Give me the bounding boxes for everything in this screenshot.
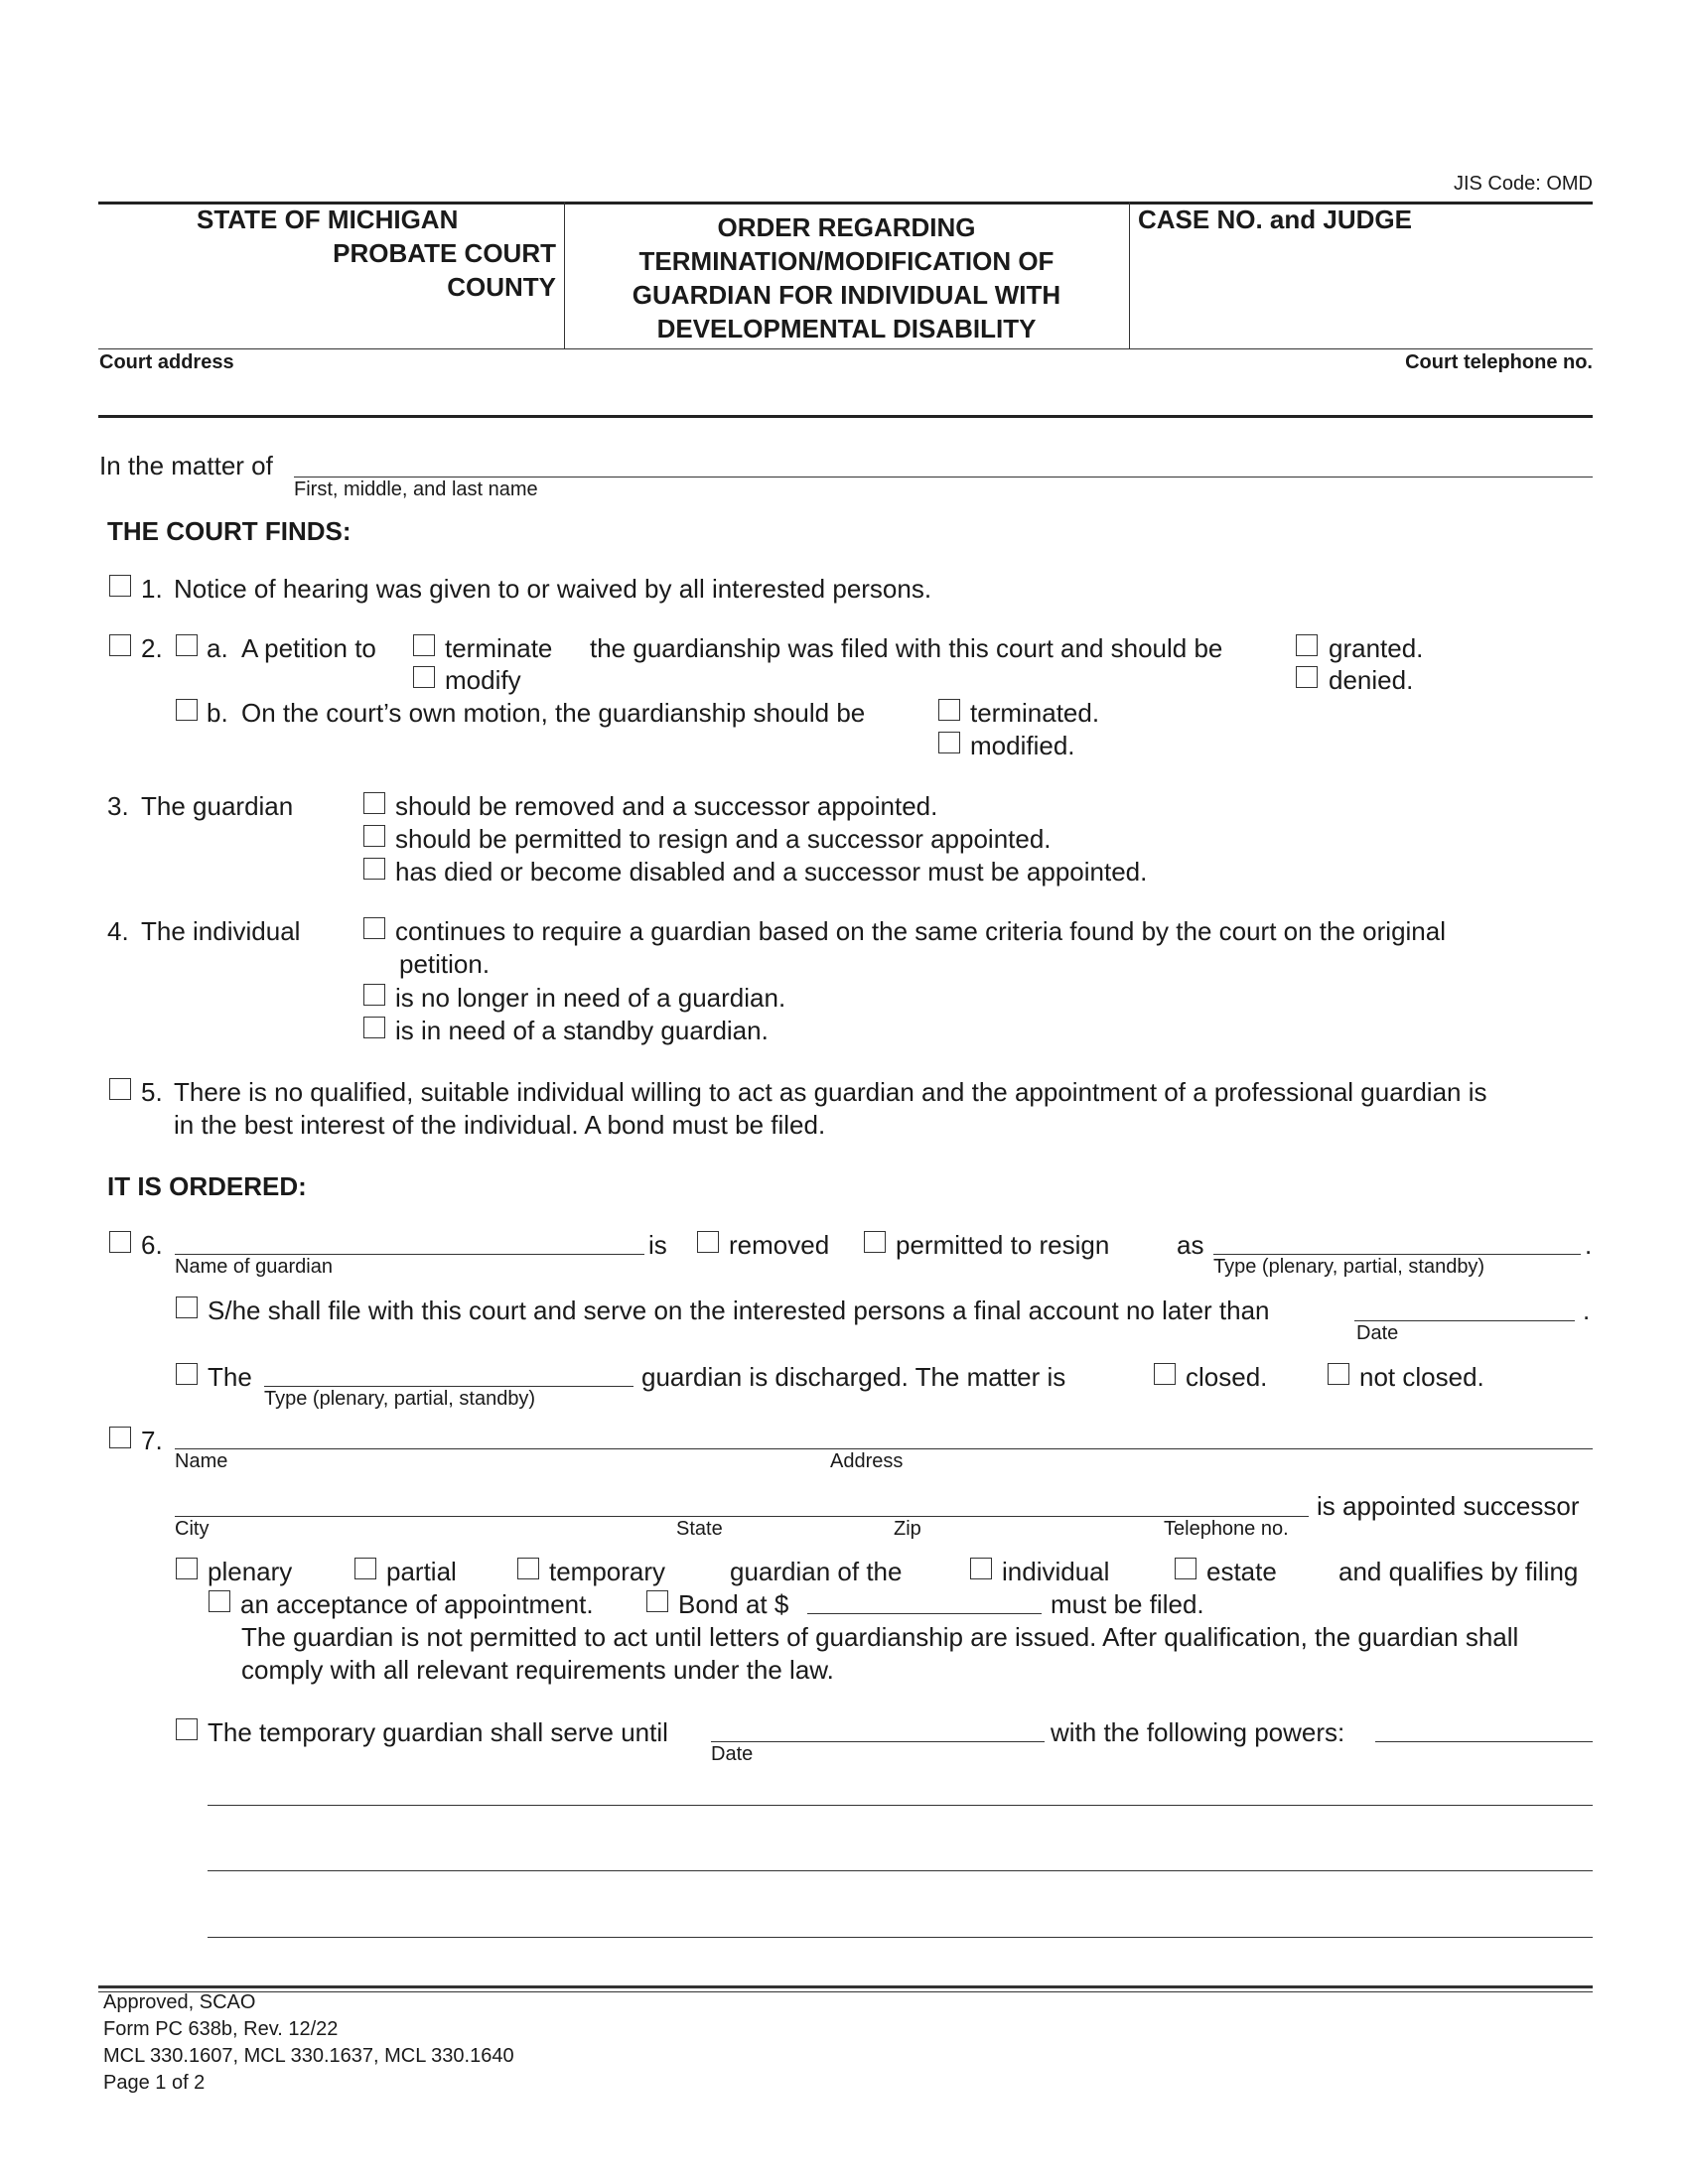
- plenary-checkbox[interactable]: [176, 1558, 198, 1579]
- item2a-text: A petition to: [241, 633, 376, 663]
- bond-amount-field[interactable]: [807, 1584, 1042, 1613]
- item4-number: 4.: [107, 916, 129, 946]
- successor-name-field[interactable]: [175, 1420, 810, 1448]
- item1-text: Notice of hearing was given to or waived by all interested persons.: [174, 574, 932, 604]
- item2-number: 2.: [141, 633, 163, 663]
- court-phone-label: Court telephone no.: [1405, 351, 1593, 373]
- item7-number: 7.: [141, 1426, 163, 1455]
- plenary-label: plenary: [208, 1557, 293, 1586]
- no-longer-checkbox[interactable]: [363, 984, 385, 1006]
- footer-form-number: Form PC 638b, Rev. 12/22: [103, 2018, 339, 2040]
- item5-text-line-2: in the best interest of the individual. A bond must be filed.: [174, 1110, 826, 1140]
- modify-checkbox[interactable]: [413, 666, 435, 688]
- account-date-label: Date: [1356, 1322, 1399, 1344]
- zip-label: Zip: [894, 1518, 921, 1540]
- acceptance-checkbox[interactable]: [209, 1590, 230, 1612]
- guardian-type-field[interactable]: [1213, 1225, 1581, 1254]
- footer-rule-thick: [98, 1985, 1593, 1988]
- powers-line-0: [1375, 1741, 1593, 1742]
- city-state-zip-line: [175, 1516, 1309, 1517]
- no-longer-text: is no longer in need of a guardian.: [395, 983, 786, 1013]
- zip-field[interactable]: [894, 1487, 1152, 1516]
- standby-checkbox[interactable]: [363, 1017, 385, 1038]
- case-no-field[interactable]: [1138, 238, 1585, 338]
- telephone-label: Telephone no.: [1164, 1518, 1289, 1540]
- terminate-checkbox[interactable]: [413, 634, 435, 656]
- partial-label: partial: [386, 1557, 457, 1586]
- granted-label: granted.: [1329, 633, 1424, 663]
- item2b-checkbox[interactable]: [176, 699, 198, 721]
- granted-checkbox[interactable]: [1296, 634, 1318, 656]
- guardian-removed-checkbox[interactable]: [363, 792, 385, 814]
- form-title-line-4: DEVELOPMENTAL DISABILITY: [656, 314, 1037, 343]
- discharged-type-label: Type (plenary, partial, standby): [264, 1388, 536, 1410]
- individual-checkbox[interactable]: [970, 1558, 992, 1579]
- item7-checkbox[interactable]: [109, 1427, 131, 1448]
- resign-checkbox[interactable]: [864, 1231, 886, 1253]
- guardian-note-line-1: The guardian is not permitted to act until letters of guardianship are issued. After qualification, the guardian shall: [241, 1622, 1519, 1652]
- item4-label: The individual: [141, 916, 301, 946]
- item2a-middle-text: the guardianship was filed with this court and should be: [590, 633, 1223, 663]
- closed-label: closed.: [1186, 1362, 1268, 1392]
- final-account-checkbox[interactable]: [176, 1297, 198, 1318]
- form-title-line-1: ORDER REGARDING: [717, 212, 976, 242]
- item2b-label: b.: [207, 698, 228, 728]
- must-be-filed-text: must be filed.: [1051, 1589, 1204, 1619]
- jis-code: JIS Code: OMD: [1453, 173, 1593, 195]
- item6-checkbox[interactable]: [109, 1231, 131, 1253]
- terminated-checkbox[interactable]: [938, 699, 960, 721]
- item3-label: The guardian: [141, 791, 294, 821]
- successor-address-field[interactable]: [830, 1420, 1593, 1448]
- guardian-died-checkbox[interactable]: [363, 858, 385, 880]
- footer-rule-thin: [98, 1991, 1593, 1992]
- header-bottom-rule: [98, 348, 1593, 349]
- guardian-removed-text: should be removed and a successor appointed.: [395, 791, 938, 821]
- guardian-name-label: Name of guardian: [175, 1256, 333, 1278]
- state-label: State: [676, 1518, 723, 1540]
- modified-label: modified.: [970, 731, 1075, 760]
- successor-address-label: Address: [830, 1450, 904, 1472]
- temporary-serve-text: The temporary guardian shall serve until: [208, 1717, 668, 1747]
- guardian-note-line-2: comply with all relevant requirements under the law.: [241, 1655, 834, 1685]
- successor-name-label: Name: [175, 1450, 228, 1472]
- footer-approved: Approved, SCAO: [103, 1991, 256, 2013]
- standby-text: is in need of a standby guardian.: [395, 1016, 769, 1045]
- item1-checkbox[interactable]: [109, 575, 131, 597]
- item1-number: 1.: [141, 574, 163, 604]
- state-name: STATE OF MICHIGAN: [197, 205, 459, 234]
- modified-checkbox[interactable]: [938, 732, 960, 753]
- discharged-text: guardian is discharged. The matter is: [641, 1362, 1066, 1392]
- item2-checkbox[interactable]: [109, 634, 131, 656]
- is-word: is: [648, 1230, 667, 1260]
- item6-period: .: [1585, 1230, 1593, 1260]
- item2a-label: a.: [207, 633, 228, 663]
- account-date-field[interactable]: [1354, 1291, 1575, 1320]
- header-divider-right: [1129, 202, 1130, 348]
- not-closed-label: not closed.: [1359, 1362, 1484, 1392]
- as-word: as: [1177, 1230, 1204, 1260]
- bond-amount-line: [807, 1613, 1042, 1614]
- footer-page: Page 1 of 2: [103, 2072, 206, 2094]
- city-field[interactable]: [175, 1487, 661, 1516]
- item6-number: 6.: [141, 1230, 163, 1260]
- guardian-resign-text: should be permitted to resign and a successor appointed.: [395, 824, 1052, 854]
- powers-field[interactable]: [1375, 1712, 1593, 1741]
- matter-name-sublabel: First, middle, and last name: [294, 478, 538, 500]
- it-is-ordered-heading: IT IS ORDERED:: [107, 1171, 307, 1201]
- discharged-type-field[interactable]: [264, 1357, 633, 1386]
- matter-name-field[interactable]: [294, 445, 1593, 477]
- temporary-serve-checkbox[interactable]: [176, 1718, 198, 1740]
- account-date-line: [1354, 1320, 1575, 1321]
- item5-text-line-1: There is no qualified, suitable individual willing to act as guardian and the appointment of a professional guardian is: [174, 1077, 1487, 1107]
- form-title-line-2: TERMINATION/MODIFICATION OF: [638, 246, 1055, 276]
- state-field[interactable]: [675, 1487, 884, 1516]
- final-account-text: S/he shall file with this court and serve on the interested persons a final account no later than: [208, 1296, 1270, 1325]
- city-label: City: [175, 1518, 210, 1540]
- guardian-type-label: Type (plenary, partial, standby): [1213, 1256, 1485, 1278]
- powers-text: with the following powers:: [1051, 1717, 1345, 1747]
- court-address-field[interactable]: [99, 379, 1589, 411]
- acceptance-text: an acceptance of appointment.: [240, 1589, 594, 1619]
- temp-date-line: [711, 1741, 1045, 1742]
- appointed-text: is appointed successor: [1317, 1491, 1580, 1521]
- partial-checkbox[interactable]: [354, 1558, 376, 1579]
- powers-textarea[interactable]: [208, 1751, 1593, 1940]
- denied-checkbox[interactable]: [1296, 666, 1318, 688]
- guardian-resign-checkbox[interactable]: [363, 825, 385, 847]
- guardian-name-field[interactable]: [175, 1225, 644, 1254]
- item3-number: 3.: [107, 791, 129, 821]
- item2a-checkbox[interactable]: [176, 634, 198, 656]
- individual-label: individual: [1002, 1557, 1110, 1586]
- closed-checkbox[interactable]: [1154, 1363, 1176, 1385]
- resign-label: permitted to resign: [896, 1230, 1110, 1260]
- telephone-field[interactable]: [1162, 1487, 1309, 1516]
- continues-text-line-2: petition.: [399, 949, 491, 979]
- removed-checkbox[interactable]: [697, 1231, 719, 1253]
- denied-label: denied.: [1329, 665, 1414, 695]
- temporary-checkbox[interactable]: [517, 1558, 539, 1579]
- qualifies-text: and qualifies by filing: [1338, 1557, 1579, 1586]
- continues-checkbox[interactable]: [363, 917, 385, 939]
- form-title-line-3: GUARDIAN FOR INDIVIDUAL WITH: [632, 280, 1061, 310]
- item5-number: 5.: [141, 1077, 163, 1107]
- county-label: COUNTY: [447, 272, 556, 302]
- court-name: PROBATE COURT: [333, 238, 556, 268]
- court-finds-heading: THE COURT FINDS:: [107, 516, 352, 546]
- guardian-type-line: [1213, 1254, 1581, 1255]
- form-title: [564, 210, 1129, 345]
- discharged-checkbox[interactable]: [176, 1363, 198, 1385]
- estate-checkbox[interactable]: [1175, 1558, 1196, 1579]
- item2b-text: On the court’s own motion, the guardianship should be: [241, 698, 866, 728]
- temp-date-label: Date: [711, 1743, 754, 1765]
- modify-label: modify: [445, 665, 521, 695]
- continues-text-line-1: continues to require a guardian based on the same criteria found by the court on the original: [395, 916, 1447, 946]
- guardian-died-text: has died or become disabled and a successor must be appointed.: [395, 857, 1148, 887]
- bond-label: Bond at $: [678, 1589, 789, 1619]
- guardian-name-line: [175, 1254, 644, 1255]
- estate-label: estate: [1206, 1557, 1277, 1586]
- the-word: The: [208, 1362, 252, 1392]
- terminated-label: terminated.: [970, 698, 1100, 728]
- temp-date-field[interactable]: [711, 1712, 1045, 1741]
- item5-checkbox[interactable]: [109, 1078, 131, 1100]
- case-no-label: CASE NO. and JUDGE: [1138, 205, 1412, 234]
- court-address-label: Court address: [99, 351, 234, 373]
- footer-mcl: MCL 330.1607, MCL 330.1637, MCL 330.1640: [103, 2045, 514, 2067]
- address-rule: [98, 415, 1593, 418]
- removed-label: removed: [729, 1230, 830, 1260]
- name-address-line: [175, 1448, 1593, 1449]
- not-closed-checkbox[interactable]: [1328, 1363, 1349, 1385]
- terminate-label: terminate: [445, 633, 553, 663]
- guardian-of-text: guardian of the: [730, 1557, 903, 1586]
- bond-checkbox[interactable]: [646, 1590, 668, 1612]
- account-period: .: [1583, 1296, 1591, 1325]
- temporary-label: temporary: [549, 1557, 666, 1586]
- matter-name-line: [294, 477, 1593, 478]
- matter-label: In the matter of: [99, 451, 273, 480]
- discharged-type-line: [264, 1386, 633, 1387]
